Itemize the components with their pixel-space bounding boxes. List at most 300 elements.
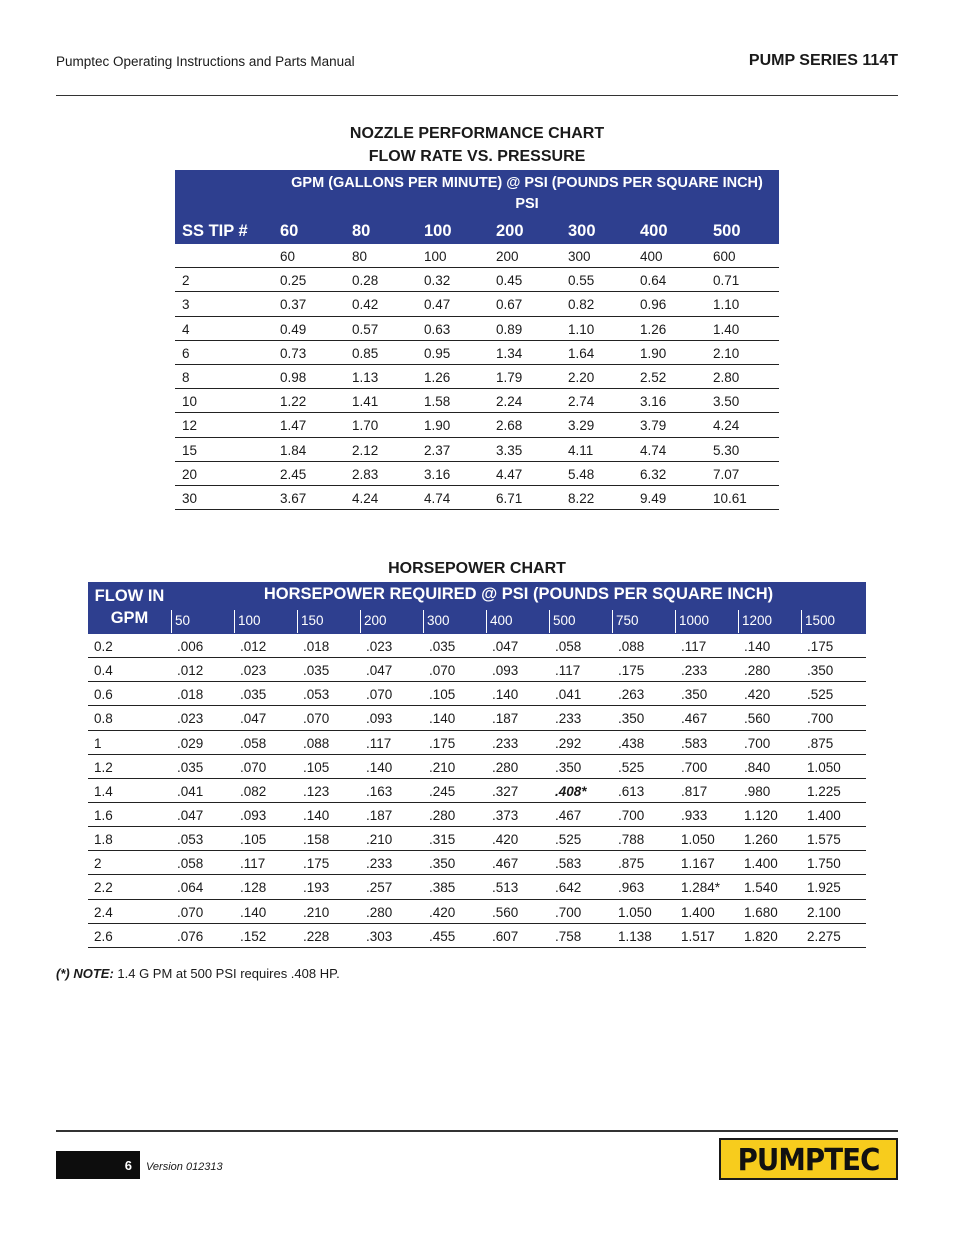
psi-column-header: 500	[549, 610, 612, 633]
horsepower-cell: .700	[807, 711, 834, 727]
flow-rate-cell: 2.20	[568, 369, 595, 385]
horsepower-cell: .070	[303, 711, 330, 727]
horsepower-table-header	[88, 582, 866, 634]
horsepower-cell: .140	[429, 711, 456, 727]
table-row	[175, 438, 779, 462]
horsepower-cell: .455	[429, 928, 456, 944]
tip-size-cell: 20	[182, 466, 198, 482]
psi-column-header: 400	[640, 222, 668, 240]
table-row	[88, 875, 866, 899]
horsepower-cell: .076	[177, 928, 204, 944]
psi-column-header: 80	[352, 222, 371, 240]
horsepower-cell: .700	[555, 904, 582, 920]
flow-rate-cell: 1.47	[280, 418, 307, 434]
horsepower-cell: .233	[681, 663, 708, 679]
horsepower-cell: .152	[240, 928, 267, 944]
horsepower-cell: .041	[555, 687, 582, 703]
flow-rate-cell: 60	[280, 249, 296, 264]
horsepower-cell: .064	[177, 880, 204, 896]
horsepower-cell: .093	[366, 711, 393, 727]
flow-rate-cell: 1.10	[713, 297, 740, 313]
horsepower-cell: .140	[366, 759, 393, 775]
flow-label-line2: GPM	[110, 609, 149, 627]
horsepower-cell: .035	[303, 663, 330, 679]
horsepower-cell: .280	[366, 904, 393, 920]
horsepower-cell: 1.400	[681, 904, 715, 920]
horsepower-cell: .438	[618, 735, 645, 751]
horsepower-cell: .035	[429, 639, 456, 654]
horsepower-cell: .041	[177, 783, 204, 799]
horsepower-cell: .817	[681, 783, 708, 799]
flow-rate-cell: 3.50	[713, 394, 740, 410]
horsepower-table	[88, 582, 866, 948]
horsepower-cell: .467	[681, 711, 708, 727]
horsepower-cell: .292	[555, 735, 582, 751]
flow-rate-cell: 0.67	[496, 297, 523, 313]
psi-column-header: 200	[496, 222, 524, 240]
horsepower-cell: .700	[744, 735, 771, 751]
horsepower-cell: .233	[366, 856, 393, 872]
horsepower-cell: .018	[303, 639, 330, 654]
table-row	[88, 682, 866, 706]
horsepower-table-body	[88, 634, 866, 948]
flow-rate-cell: 0.32	[424, 273, 451, 289]
horsepower-cell: .029	[177, 735, 204, 751]
horsepower-cell: .420	[492, 832, 519, 848]
table-row	[88, 827, 866, 851]
horsepower-cell: .758	[555, 928, 582, 944]
horsepower-cell: .023	[177, 711, 204, 727]
psi-column-header: 300	[423, 610, 486, 633]
horsepower-cell: .070	[240, 759, 267, 775]
horsepower-chart-title: HORSEPOWER CHART	[388, 560, 566, 577]
horsepower-cell: .350	[618, 711, 645, 727]
flow-rate-cell: 2.80	[713, 369, 740, 385]
flow-rate-cell: 0.42	[352, 297, 379, 313]
footnote-text: 1.4 G PM at 500 PSI requires .408 HP.	[113, 966, 340, 981]
horsepower-cell: .047	[240, 711, 267, 727]
horsepower-cell: .408*	[555, 783, 587, 799]
flow-rate-cell: 0.57	[352, 321, 379, 337]
flow-rate-cell: 0.85	[352, 345, 379, 361]
horsepower-cell: .018	[177, 687, 204, 703]
horsepower-cell: .117	[366, 735, 392, 751]
nozzle-table-body	[175, 244, 779, 510]
tip-size-cell: 10	[182, 394, 198, 410]
horsepower-cell: 1.400	[744, 856, 778, 872]
flow-rate-cell: 8.22	[568, 490, 595, 506]
flow-rate-cell: 600	[713, 249, 736, 264]
flow-rate-cell: 3.79	[640, 418, 667, 434]
horsepower-cell: .023	[240, 663, 267, 679]
horsepower-cell: .233	[492, 735, 519, 751]
table-row	[88, 851, 866, 875]
header-divider	[56, 95, 898, 96]
flow-rate-cell: 0.45	[496, 273, 523, 289]
horsepower-cell: .082	[240, 783, 267, 799]
logo-text: PUMPTEC	[737, 1143, 880, 1178]
flow-rate-cell: 3.67	[280, 490, 307, 506]
horsepower-cell: .875	[618, 856, 645, 872]
horsepower-cell: .467	[555, 807, 582, 823]
flow-rate-cell: 1.40	[713, 321, 740, 337]
horsepower-cell: .607	[492, 928, 519, 944]
tip-size-cell: 3	[182, 297, 190, 313]
flow-rate-cell: 1.64	[568, 345, 595, 361]
page-header	[56, 54, 898, 74]
horsepower-cell: .700	[681, 759, 708, 775]
table-row	[88, 924, 866, 948]
flow-rate-cell: 2.68	[496, 418, 523, 434]
horsepower-cell: .175	[303, 856, 330, 872]
psi-column-header: 1500	[801, 610, 866, 633]
horsepower-cell: 1.575	[807, 832, 841, 848]
flow-cell: 2	[94, 856, 102, 872]
pumptec-logo	[719, 1138, 898, 1180]
horsepower-cell: .583	[681, 735, 708, 751]
horsepower-cell: .560	[492, 904, 519, 920]
horsepower-cell: 1.925	[807, 880, 841, 896]
flow-rate-cell: 80	[352, 249, 368, 264]
horsepower-cell: .933	[681, 807, 708, 823]
psi-column-header: 1000	[675, 610, 738, 633]
horsepower-cell: .058	[555, 639, 582, 654]
horsepower-cell: .047	[177, 807, 204, 823]
horsepower-cell: .175	[618, 663, 645, 679]
flow-rate-cell: 0.63	[424, 321, 451, 337]
horsepower-cell: 2.100	[807, 904, 841, 920]
horsepower-cell: .280	[429, 807, 456, 823]
horsepower-cell: .700	[618, 807, 645, 823]
horsepower-cell: .245	[429, 783, 456, 799]
horsepower-cell: .373	[492, 807, 519, 823]
flow-rate-cell: 4.11	[568, 442, 594, 458]
horsepower-cell: .123	[303, 783, 330, 799]
horsepower-cell: .525	[555, 832, 582, 848]
horsepower-cell: .963	[618, 880, 645, 896]
nozzle-caption-line1: GPM (GALLONS PER MINUTE) @ PSI (POUNDS PER SQUARE INCH)	[291, 175, 763, 191]
horsepower-cell: .210	[429, 759, 456, 775]
psi-column-header: 200	[360, 610, 423, 633]
flow-rate-cell: 3.16	[640, 394, 667, 410]
flow-rate-cell: 1.90	[640, 345, 667, 361]
tip-size-cell: 30	[182, 490, 198, 506]
horsepower-cell: .105	[429, 687, 456, 703]
flow-rate-cell: 1.58	[424, 394, 451, 410]
psi-column-header: 1200	[738, 610, 801, 633]
flow-rate-cell: 5.30	[713, 442, 740, 458]
flow-rate-cell: 0.98	[280, 369, 307, 385]
horsepower-cell: .467	[492, 856, 519, 872]
series-title: PUMP SERIES 114T	[748, 52, 898, 69]
nozzle-table-caption	[275, 173, 779, 215]
flow-rate-cell: 0.82	[568, 297, 595, 313]
table-row	[175, 341, 779, 365]
horsepower-cell: .327	[492, 783, 519, 799]
flow-rate-cell: 4.24	[713, 418, 740, 434]
horsepower-cell: .070	[366, 687, 393, 703]
flow-rate-cell: 2.74	[568, 394, 595, 410]
flow-cell: 2.6	[94, 928, 113, 944]
horsepower-cell: 1.120	[744, 807, 778, 823]
footnote	[56, 966, 340, 981]
horsepower-cell: .525	[807, 687, 834, 703]
nozzle-chart-subtitle: FLOW RATE VS. PRESSURE	[368, 148, 586, 165]
manual-title: Pumptec Operating Instructions and Parts Manual	[56, 54, 355, 69]
flow-rate-cell: 1.41	[352, 394, 379, 410]
flow-rate-cell: 0.55	[568, 273, 595, 289]
horsepower-cell: .280	[492, 759, 519, 775]
horsepower-cell: .233	[555, 711, 582, 727]
horsepower-cell: .303	[366, 928, 393, 944]
table-row	[88, 706, 866, 730]
table-row	[88, 658, 866, 682]
horsepower-cell: .140	[240, 904, 267, 920]
flow-rate-cell: 4.24	[352, 490, 379, 506]
flow-label-line1: FLOW IN	[94, 587, 165, 605]
tip-size-cell: 4	[182, 321, 190, 337]
horsepower-table-caption: HORSEPOWER REQUIRED @ PSI (POUNDS PER SQUARE INCH)	[263, 585, 774, 603]
flow-rate-cell: 0.47	[424, 297, 451, 313]
horsepower-cell: .163	[366, 783, 393, 799]
nozzle-caption-line2: PSI	[515, 196, 539, 212]
flow-rate-cell: 1.22	[280, 394, 307, 410]
nozzle-performance-table	[175, 170, 779, 510]
horsepower-cell: .140	[492, 687, 519, 703]
horsepower-cell: .175	[429, 735, 456, 751]
flow-cell: 1.2	[94, 759, 113, 775]
flow-rate-cell: 3.16	[424, 466, 451, 482]
nozzle-table-header	[175, 170, 779, 244]
horsepower-cell: .980	[744, 783, 771, 799]
table-row	[175, 413, 779, 437]
horsepower-cell: .035	[177, 759, 204, 775]
table-row	[175, 365, 779, 389]
psi-column-header: 400	[486, 610, 549, 633]
horsepower-cell: .047	[366, 663, 393, 679]
flow-rate-cell: 0.95	[424, 345, 451, 361]
flow-cell: 0.4	[94, 663, 113, 679]
psi-column-header: 300	[568, 222, 596, 240]
table-row	[175, 389, 779, 413]
psi-column-header: 750	[612, 610, 675, 633]
flow-cell: 0.8	[94, 711, 113, 727]
horsepower-cell: .070	[177, 904, 204, 920]
horsepower-cell: .280	[744, 663, 771, 679]
flow-rate-cell: 2.12	[352, 442, 379, 458]
horsepower-cell: .420	[744, 687, 771, 703]
horsepower-cell: .315	[429, 832, 456, 848]
flow-rate-cell: 4.74	[640, 442, 667, 458]
page-number: 6	[124, 1158, 132, 1173]
horsepower-cell: .875	[807, 735, 834, 751]
horsepower-cell: .513	[492, 880, 519, 896]
flow-rate-cell: 0.64	[640, 273, 667, 289]
flow-rate-cell: 0.73	[280, 345, 307, 361]
horsepower-cell: .035	[240, 687, 267, 703]
tip-size-cell: 12	[182, 418, 198, 434]
horsepower-cell: .093	[240, 807, 267, 823]
horsepower-cell: 1.225	[807, 783, 841, 799]
horsepower-cell: .560	[744, 711, 771, 727]
flow-cell: 0.2	[94, 639, 113, 654]
horsepower-cell: .193	[303, 880, 330, 896]
flow-rate-cell: 1.70	[352, 418, 379, 434]
psi-column-header: 100	[234, 610, 297, 633]
horsepower-cell: .053	[303, 687, 330, 703]
horsepower-cell: 1.284*	[681, 880, 721, 896]
footnote-lead: (*) NOTE:	[56, 966, 114, 981]
horsepower-cell: .210	[366, 832, 393, 848]
flow-rate-cell: 4.74	[424, 490, 451, 506]
horsepower-cell: .006	[177, 639, 204, 654]
horsepower-cell: .088	[618, 639, 645, 654]
table-row	[175, 244, 779, 268]
horsepower-cell: .058	[240, 735, 267, 751]
horsepower-cell: .012	[240, 639, 267, 654]
horsepower-cell: .012	[177, 663, 204, 679]
horsepower-cell: .140	[303, 807, 330, 823]
horsepower-cell: .058	[177, 856, 204, 872]
flow-rate-cell: 2.45	[280, 466, 307, 482]
table-row	[88, 900, 866, 924]
horsepower-cell: .070	[429, 663, 456, 679]
horsepower-cell: .350	[681, 687, 708, 703]
horsepower-cell: .088	[303, 735, 330, 751]
horsepower-cell: 1.138	[618, 928, 652, 944]
horsepower-cell: .047	[492, 639, 519, 654]
horsepower-cell: .263	[618, 687, 645, 703]
flow-rate-cell: 9.49	[640, 490, 667, 506]
flow-rate-cell: 200	[496, 249, 519, 264]
table-row	[88, 634, 866, 658]
horsepower-cell: 1.517	[681, 928, 715, 944]
horsepower-cell: .840	[744, 759, 771, 775]
horsepower-cell: .420	[429, 904, 456, 920]
horsepower-cell: .023	[366, 639, 393, 654]
horsepower-cell: .158	[303, 832, 330, 848]
horsepower-cell: .093	[492, 663, 519, 679]
horsepower-cell: 1.050	[807, 759, 841, 775]
flow-rate-cell: 3.29	[568, 418, 595, 434]
flow-rate-cell: 2.10	[713, 345, 740, 361]
horsepower-cell: .140	[744, 639, 771, 654]
flow-rate-cell: 1.26	[424, 369, 451, 385]
flow-rate-cell: 1.79	[496, 369, 523, 385]
tip-column-header: SS TIP #	[182, 222, 248, 240]
table-row	[175, 317, 779, 341]
horsepower-cell: 1.167	[681, 856, 715, 872]
flow-rate-cell: 2.52	[640, 369, 667, 385]
flow-rate-cell: 7.07	[713, 466, 740, 482]
horsepower-cell: .117	[240, 856, 266, 872]
flow-rate-cell: 300	[568, 249, 591, 264]
horsepower-cell: .350	[807, 663, 834, 679]
tip-size-cell: 15	[182, 442, 198, 458]
horsepower-cell: .117	[555, 663, 581, 679]
flow-rate-cell: 5.48	[568, 466, 595, 482]
flow-rate-cell: 100	[424, 249, 447, 264]
horsepower-cell: .053	[177, 832, 204, 848]
horsepower-cell: 1.400	[807, 807, 841, 823]
horsepower-cell: .105	[303, 759, 330, 775]
flow-cell: 1.8	[94, 832, 113, 848]
flow-rate-cell: 0.89	[496, 321, 523, 337]
horsepower-cell: .788	[618, 832, 645, 848]
horsepower-cell: .210	[303, 904, 330, 920]
table-row	[175, 486, 779, 510]
horsepower-cell: .350	[429, 856, 456, 872]
page-number-box	[56, 1151, 140, 1179]
nozzle-chart-title: NOZZLE PERFORMANCE CHART	[349, 125, 605, 142]
table-row	[88, 755, 866, 779]
flow-rate-cell: 2.24	[496, 394, 523, 410]
tip-size-cell: 6	[182, 345, 190, 361]
horsepower-cell: 1.680	[744, 904, 778, 920]
flow-cell: 2.2	[94, 880, 113, 896]
horsepower-cell: 1.050	[618, 904, 652, 920]
table-row	[175, 462, 779, 486]
flow-rate-cell: 2.83	[352, 466, 379, 482]
flow-rate-cell: 6.71	[496, 490, 523, 506]
horsepower-cell: 1.540	[744, 880, 778, 896]
horsepower-cell: .128	[240, 880, 267, 896]
flow-rate-cell: 4.47	[496, 466, 523, 482]
version-label: Version 012313	[146, 1161, 223, 1173]
table-row	[88, 803, 866, 827]
flow-rate-cell: 6.32	[640, 466, 667, 482]
flow-rate-cell: 0.96	[640, 297, 667, 313]
flow-cell: 2.4	[94, 904, 113, 920]
table-row	[88, 731, 866, 755]
tip-size-cell: 8	[182, 369, 190, 385]
psi-column-header: 500	[713, 222, 741, 240]
horsepower-cell: .613	[618, 783, 645, 799]
flow-cell: 1.6	[94, 807, 113, 823]
flow-rate-cell: 0.28	[352, 273, 379, 289]
flow-rate-cell: 0.37	[280, 297, 307, 313]
footer-divider	[56, 1130, 898, 1132]
horsepower-cell: .228	[303, 928, 330, 944]
flow-rate-cell: 2.37	[424, 442, 451, 458]
horsepower-cell: .583	[555, 856, 582, 872]
flow-rate-cell: 0.25	[280, 273, 307, 289]
horsepower-cell: 1.260	[744, 832, 778, 848]
flow-rate-cell: 1.90	[424, 418, 451, 434]
horsepower-cell: .257	[366, 880, 393, 896]
flow-rate-cell: 1.26	[640, 321, 667, 337]
flow-column-header	[88, 585, 171, 629]
horsepower-cell: 2.275	[807, 928, 841, 944]
horsepower-cell: .350	[555, 759, 582, 775]
horsepower-cell: .105	[240, 832, 267, 848]
flow-cell: 0.6	[94, 687, 113, 703]
flow-rate-cell: 10.61	[713, 490, 747, 506]
psi-column-header: 60	[280, 222, 299, 240]
table-row	[175, 268, 779, 292]
psi-column-header: 50	[171, 610, 234, 633]
horsepower-cell: 1.050	[681, 832, 715, 848]
horsepower-cell: .187	[492, 711, 519, 727]
flow-rate-cell: 1.84	[280, 442, 307, 458]
flow-rate-cell: 1.10	[568, 321, 595, 337]
flow-rate-cell: 400	[640, 249, 663, 264]
horsepower-cell: .385	[429, 880, 456, 896]
horsepower-cell: .117	[681, 639, 707, 654]
flow-rate-cell: 1.34	[496, 345, 523, 361]
psi-column-header: 150	[297, 610, 360, 633]
psi-column-header: 100	[424, 222, 452, 240]
